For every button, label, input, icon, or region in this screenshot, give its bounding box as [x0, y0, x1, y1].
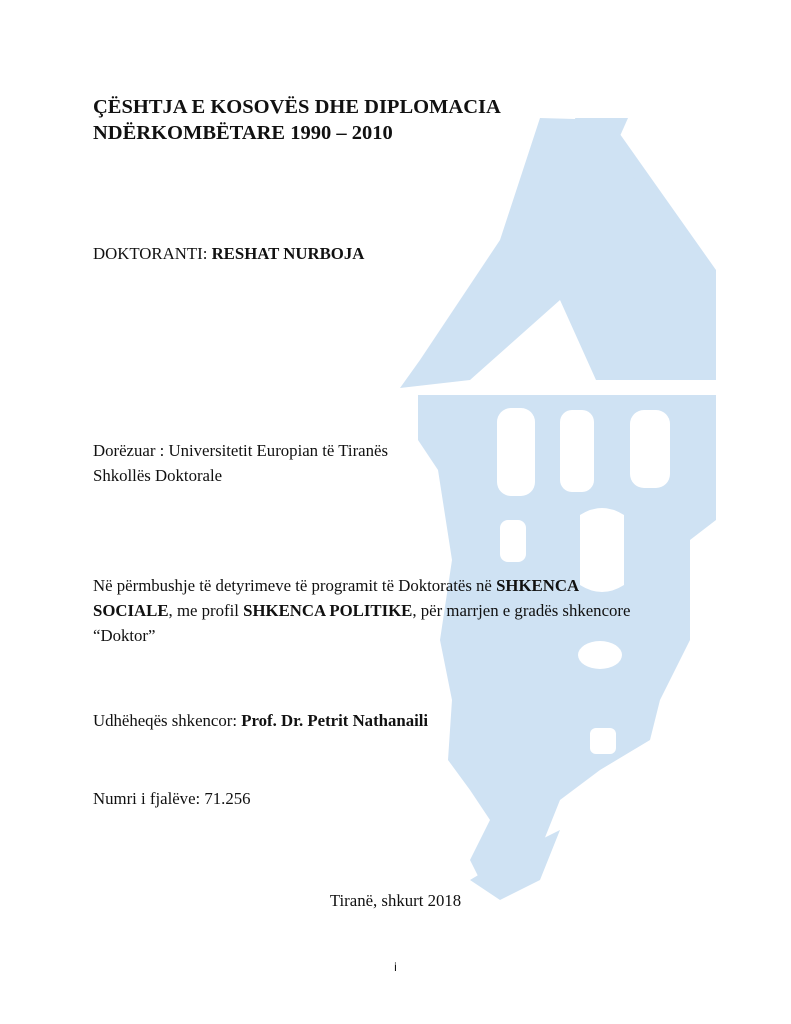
purpose-paragraph — [93, 573, 713, 648]
purpose-line-2 — [93, 598, 713, 623]
supervisor-line — [93, 710, 428, 732]
field-name-part-1: SHKENCA — [496, 576, 580, 595]
document-title — [93, 94, 613, 146]
word-count-label: Numri i fjalëve: — [93, 789, 205, 808]
title-line-1: ÇËSHTJA E KOSOVËS DHE DIPLOMACIA — [93, 96, 501, 118]
purpose-text-2: , me profil — [168, 601, 244, 620]
degree-name: “Doktor” — [93, 626, 156, 645]
submitted-to-line: Dorëzuar : Universitetit Europian të Tiranës — [93, 441, 388, 460]
page-number: i — [394, 960, 397, 974]
word-count-line — [93, 788, 251, 810]
title-line-2: NDËRKOMBËTARE 1990 – 2010 — [93, 122, 393, 144]
doctoral-candidate-label: DOKTORANTI: — [93, 244, 212, 263]
doctoral-candidate — [93, 243, 364, 265]
supervisor-name: Prof. Dr. Petrit Nathanaili — [241, 711, 429, 730]
profile-name: SHKENCA POLITIKE — [243, 601, 413, 620]
purpose-text-1: Në përmbushje të detyrimeve të programit të Doktoratës në — [93, 576, 497, 595]
word-count-value: 71.256 — [204, 789, 251, 808]
doctoral-school-line: Shkollës Doktorale — [93, 466, 223, 485]
supervisor-label: Udhëheqës shkencor: — [93, 711, 242, 730]
purpose-text-3: , për marrjen e gradës shkencore — [412, 601, 631, 620]
place-and-date: Tiranë, shkurt 2018 — [329, 891, 462, 910]
purpose-line-1 — [93, 573, 713, 598]
doctoral-candidate-name: RESHAT NURBOJA — [211, 244, 365, 263]
field-name-part-2: SOCIALE — [93, 601, 169, 620]
